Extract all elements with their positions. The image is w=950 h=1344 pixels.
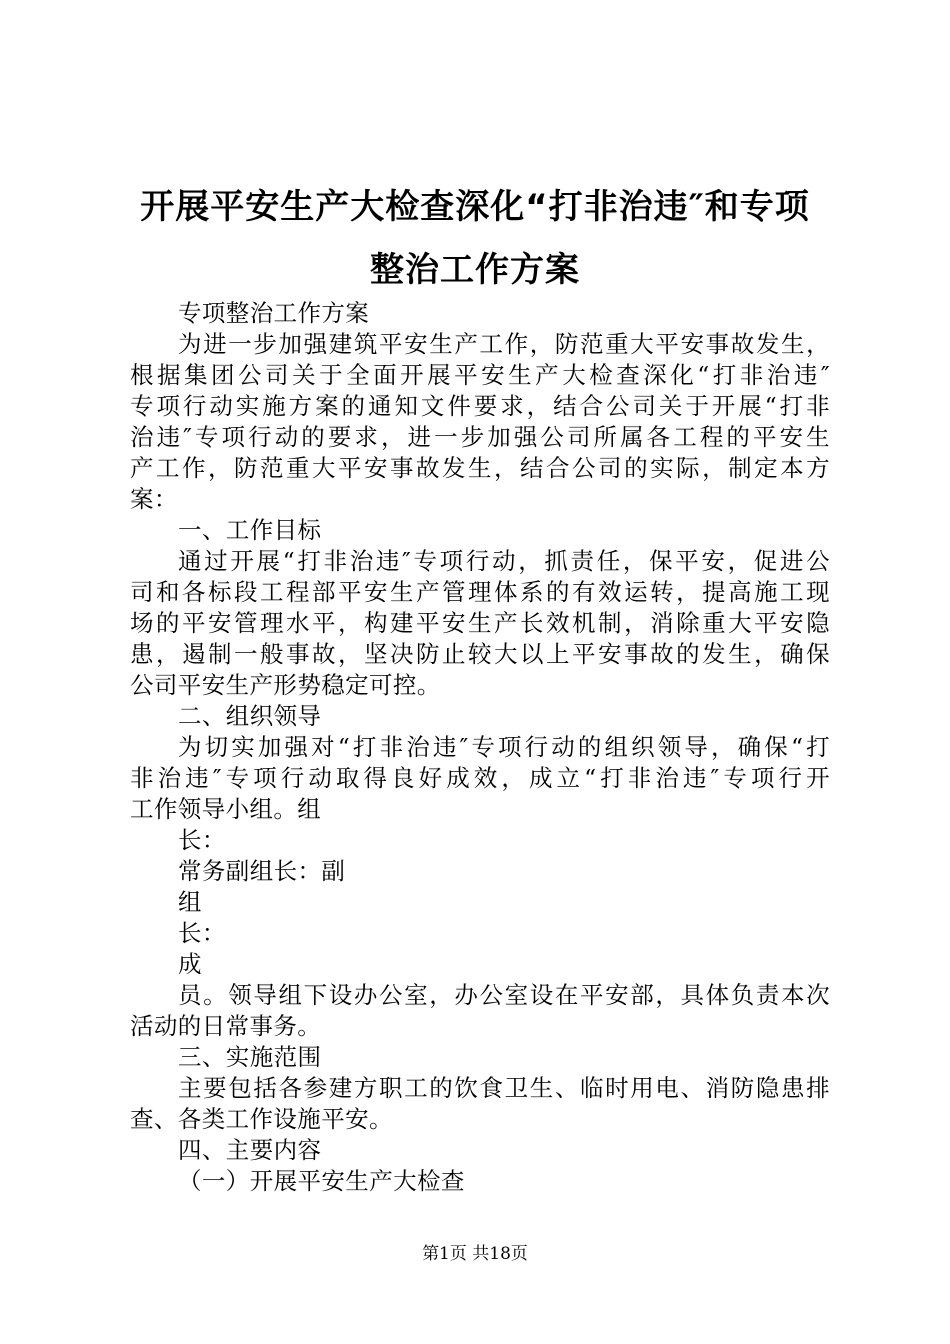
body-line: 为进一步加强建筑平安生产工作，防范重大平安事故发生， bbox=[178, 330, 830, 358]
subsection-heading: （一）开展平安生产大检查 bbox=[178, 1167, 465, 1195]
body-line: 治违″专项行动的要求，进一步加强公司所属各工程的平安生 bbox=[130, 423, 830, 451]
body-line: 专项行动实施方案的通知文件要求，结合公司关于开展“打非 bbox=[130, 392, 830, 420]
body-line: 员。领导组下设办公室，办公室设在平安部，具体负责本次 bbox=[178, 981, 830, 1009]
body-line: 查、各类工作设施平安。 bbox=[130, 1105, 393, 1133]
body-line: 常务副组长：副 bbox=[178, 857, 346, 885]
body-line: 组 bbox=[178, 888, 202, 916]
body-line: 长： bbox=[178, 919, 226, 947]
body-line: 公司平安生产形势稳定可控。 bbox=[130, 671, 441, 699]
body-line: 案： bbox=[130, 485, 178, 513]
document-title-line-2: 整治工作方案 bbox=[370, 250, 580, 290]
body-line: 为切实加强对“打非治违″专项行动的组织领导，确保“打 bbox=[178, 733, 830, 761]
document-title-line-1: 开展平安生产大检查深化“打非治违″和专项 bbox=[140, 187, 810, 227]
body-line: 患，遏制一般事故，坚决防止较大以上平安事故的发生，确保 bbox=[130, 640, 830, 668]
body-line: 活动的日常事务。 bbox=[130, 1012, 322, 1040]
body-line: 非治违″专项行动取得良好成效，成立“打非治违″专项行开 bbox=[130, 764, 830, 792]
body-line: 产工作，防范重大平安事故发生，结合公司的实际，制定本方 bbox=[130, 454, 830, 482]
body-line: 专项整治工作方案 bbox=[178, 299, 370, 327]
page-footer: 第1页 共18页 bbox=[422, 1244, 528, 1264]
body-line: 长： bbox=[178, 826, 226, 854]
body-line: 场的平安管理水平，构建平安生产长效机制，消除重大平安隐 bbox=[130, 609, 830, 637]
body-line: 主要包括各参建方职工的饮食卫生、临时用电、消防隐患排 bbox=[178, 1074, 830, 1102]
body-line: 成 bbox=[178, 950, 202, 978]
section-heading: 四、主要内容 bbox=[178, 1136, 322, 1164]
body-line: 工作领导小组。组 bbox=[130, 795, 322, 823]
body-line: 根据集团公司关于全面开展平安生产大检查深化“打非治违″ bbox=[130, 361, 830, 389]
section-heading: 三、实施范围 bbox=[178, 1043, 322, 1071]
body-line: 通过开展“打非治违″专项行动，抓责任，保平安，促进公 bbox=[178, 547, 830, 575]
section-heading: 二、组织领导 bbox=[178, 702, 322, 730]
body-line: 司和各标段工程部平安生产管理体系的有效运转，提高施工现 bbox=[130, 578, 830, 606]
section-heading: 一、工作目标 bbox=[178, 516, 322, 544]
